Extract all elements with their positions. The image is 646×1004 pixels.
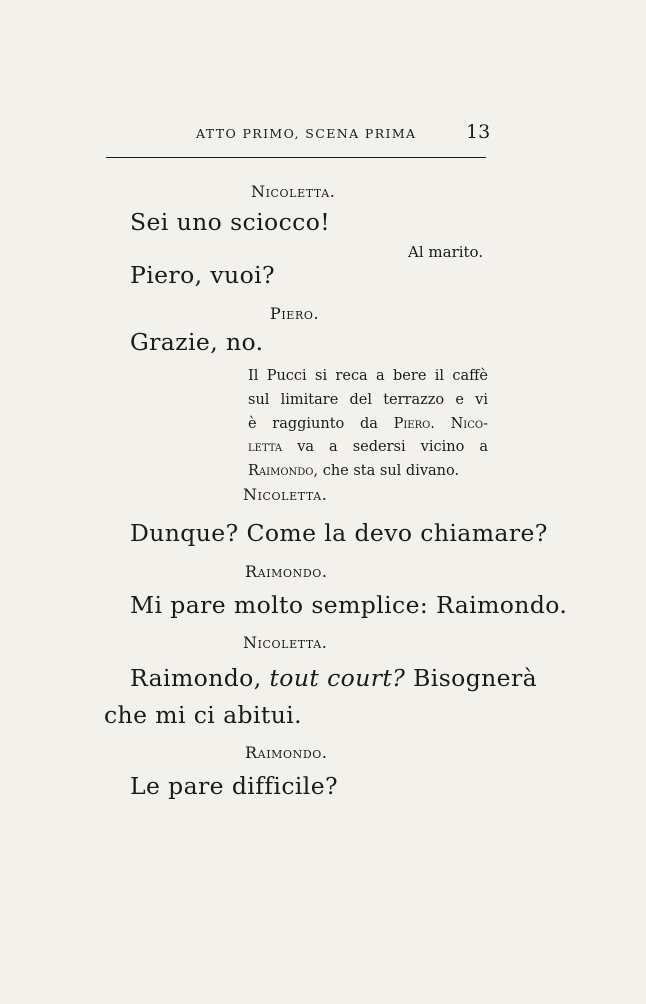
dialogue-line: Dunque? Come la devo chiamare? <box>130 519 548 547</box>
speaker-name: Raimondo. <box>245 562 328 581</box>
stage-line: Il Pucci si reca a bere il caffè <box>248 368 488 384</box>
stage-line: letta va a sedersi vicino a <box>248 439 489 456</box>
dialogue-line: che mi ci abitui. <box>104 701 303 729</box>
stage-direction-block <box>248 365 488 484</box>
speaker-name: Nicoletta. <box>251 182 336 201</box>
stage-line: sul limitare del terrazzo e vi <box>248 391 488 408</box>
speaker-name: Nicoletta. <box>243 485 328 504</box>
stage-line: è raggiunto da Piero. Nico- <box>248 415 488 432</box>
speaker-name: Nicoletta. <box>243 633 328 652</box>
dialogue-line: Le pare difficile? <box>130 772 339 800</box>
dialogue-line: Sei uno sciocco! <box>130 208 331 236</box>
stage-direction: Al marito. <box>408 243 484 261</box>
running-header: ATTO PRIMO, SCENA PRIMA <box>196 126 417 141</box>
dialogue-line: Grazie, no. <box>130 328 264 356</box>
dialogue-line: Piero, vuoi? <box>130 261 276 289</box>
header-rule <box>106 157 486 158</box>
speaker-name: Piero. <box>270 304 320 323</box>
speaker-name: Raimondo. <box>245 743 328 762</box>
stage-line: Raimondo, che sta sul divano. <box>248 463 460 480</box>
dialogue-line: Raimondo, tout court? Bisognerà <box>130 664 538 692</box>
page-number: 13 <box>466 121 491 143</box>
dialogue-line: Mi pare molto semplice: Raimondo. <box>130 591 568 619</box>
